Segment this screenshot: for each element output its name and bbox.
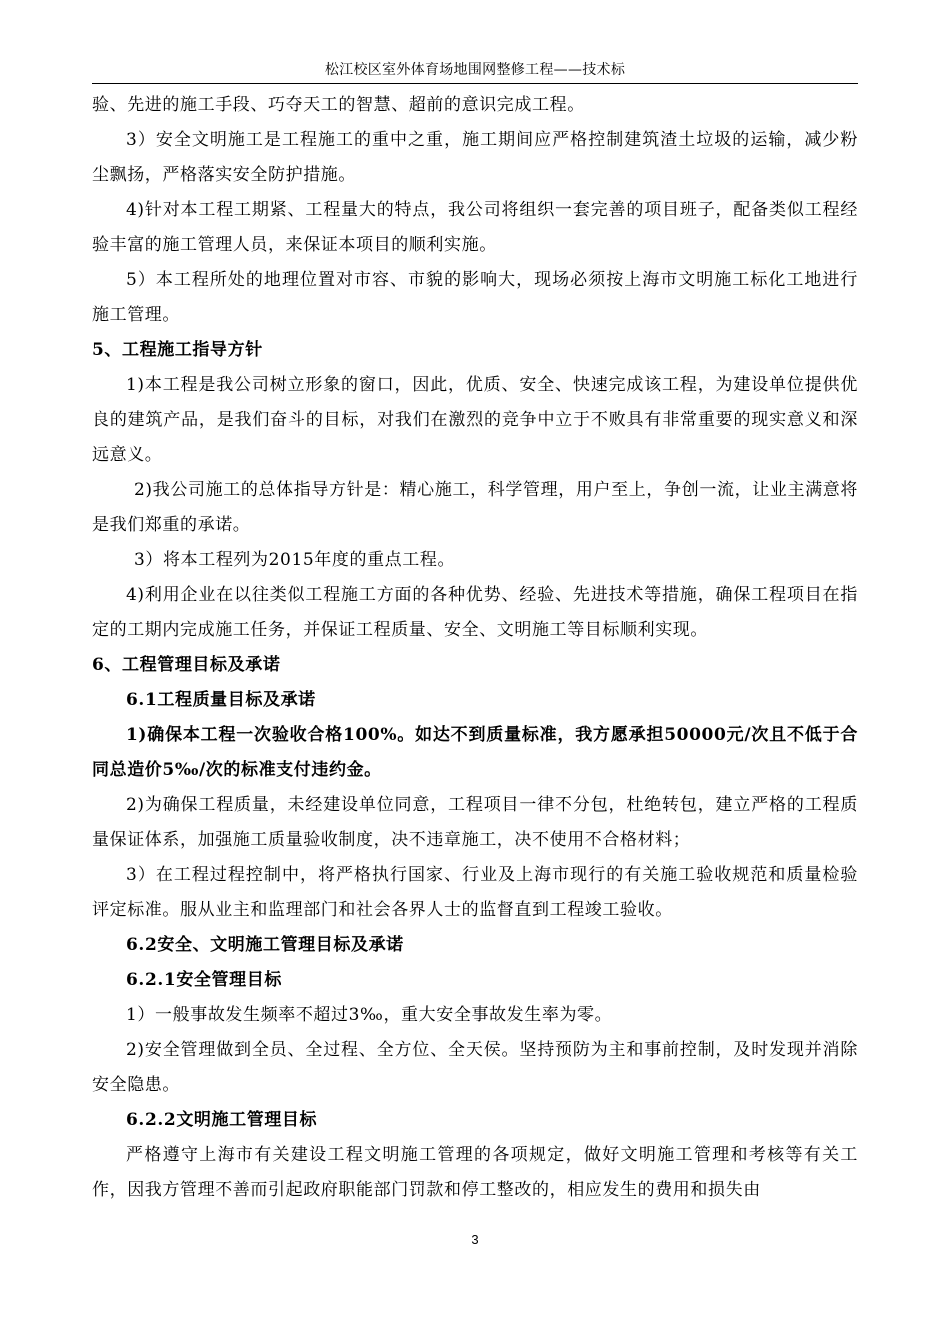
paragraph-safety-2: 2)安全管理做到全员、全过程、全方位、全天侯。坚持预防为主和事前控制，及时发现并消除安全隐患。	[92, 1040, 858, 1095]
paragraph-quality-1: 1)确保本工程一次验收合格100%。如达不到质量标准，我方愿承担50000元/次且不低于合同总造价5‰/次的标准支付违约金。	[92, 725, 858, 780]
paragraph-guideline-1: 1)本工程是我公司树立形象的窗口，因此，优质、安全、快速完成该工程，为建设单位提供优良的建筑产品，是我们奋斗的目标，对我们在激烈的竞争中立于不败具有非常重要的现实意义和深远意义。	[92, 375, 858, 465]
paragraph-quality-2: 2)为确保工程质量，未经建设单位同意，工程项目一律不分包，杜绝转包，建立严格的工程质量保证体系，加强施工质量验收制度，决不违章施工，决不使用不合格材料；	[92, 795, 858, 850]
paragraph-guideline-3: 3）将本工程列为2015年度的重点工程。	[134, 550, 456, 570]
paragraph-item-3-safety: 3）安全文明施工是工程施工的重中之重，施工期间应严格控制建筑渣土垃圾的运输，减少粉尘飘扬，严格落实安全防护措施。	[92, 130, 858, 185]
subsection-heading-6-2-1: 6.2.1安全管理目标	[126, 970, 282, 990]
page-number: 3	[471, 1232, 479, 1247]
paragraph-item-5-location: 5）本工程所处的地理位置对市容、市貌的影响大，现场必须按上海市文明施工标化工地进行施工管理。	[92, 270, 858, 325]
paragraph-continuation: 验、先进的施工手段、巧夺天工的智慧、超前的意识完成工程。	[92, 95, 585, 115]
section-heading-6: 6、工程管理目标及承诺	[92, 655, 281, 675]
paragraph-guideline-4: 4)利用企业在以往类似工程施工方面的各种优势、经验、先进技术等措施，确保工程项目在指定的工期内完成施工任务，并保证工程质量、安全、文明施工等目标顺利实现。	[92, 585, 858, 640]
subsection-heading-6-2: 6.2安全、文明施工管理目标及承诺	[126, 935, 404, 955]
subsection-heading-6-1: 6.1工程质量目标及承诺	[126, 690, 316, 710]
paragraph-civilized-construction: 严格遵守上海市有关建设工程文明施工管理的各项规定，做好文明施工管理和考核等有关工作，因我方管理不善而引起政府职能部门罚款和停工整改的，相应发生的费用和损失由	[92, 1145, 858, 1200]
section-heading-5: 5、工程施工指导方针	[92, 340, 263, 360]
page-header-title: 松江校区室外体育场地围网整修工程——技术标	[324, 62, 626, 78]
paragraph-item-4-schedule: 4)针对本工程工期紧、工程量大的特点，我公司将组织一套完善的项目班子，配备类似工程经验丰富的施工管理人员，来保证本项目的顺利实施。	[92, 200, 858, 255]
subsection-heading-6-2-2: 6.2.2文明施工管理目标	[126, 1110, 318, 1130]
paragraph-quality-3: 3）在工程过程控制中，将严格执行国家、行业及上海市现行的有关施工验收规范和质量检验评定标准。服从业主和监理部门和社会各界人士的监督直到工程竣工验收。	[92, 865, 858, 920]
document-body	[92, 88, 858, 1208]
header-rule	[92, 83, 858, 84]
paragraph-safety-1: 1）一般事故发生频率不超过3‰，重大安全事故发生率为零。	[126, 1005, 613, 1025]
paragraph-guideline-2: 2)我公司施工的总体指导方针是：精心施工，科学管理，用户至上，争创一流，让业主满意将是我们郑重的承诺。	[92, 480, 858, 535]
